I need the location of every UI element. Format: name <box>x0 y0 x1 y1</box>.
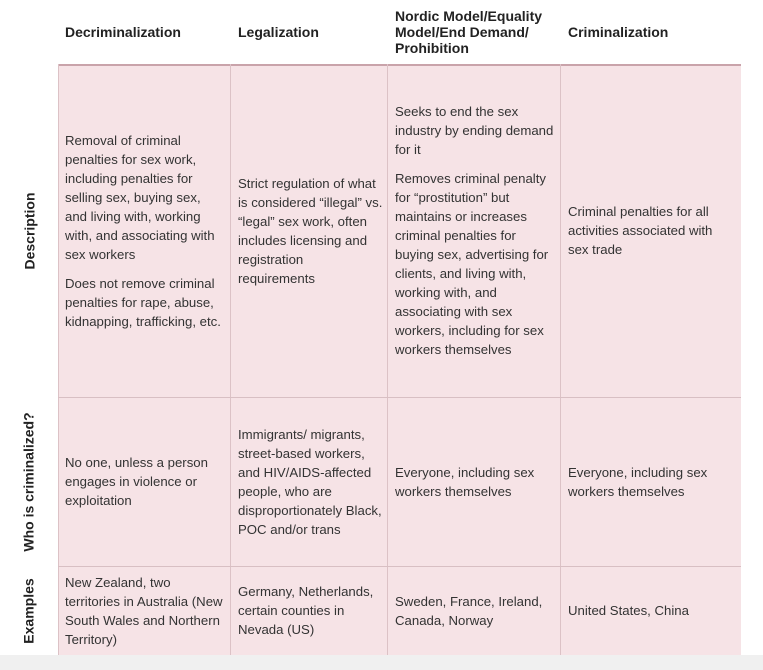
cell-examples-criminalization <box>568 566 736 655</box>
cell-paragraph: Removal of criminal penalties for sex work, including penalties for selling sex, buying sex, and living with, working with, and associating with sex workers <box>65 132 215 262</box>
cell-paragraph: No one, unless a person engages in violence or exploitation <box>65 455 208 508</box>
cell-examples-decriminalization <box>65 566 225 655</box>
cell-examples-legalization <box>238 566 383 655</box>
header-legalization: Legalization <box>238 24 319 40</box>
page-bottom-edge <box>0 655 763 670</box>
cell-description-nordic <box>395 64 555 397</box>
header-nordic-model: Nordic Model/Equality Model/End Demand/ Prohibition <box>395 8 543 56</box>
cell-description-legalization <box>238 64 383 397</box>
cell-paragraph: Criminal penalties for all activities associated with sex trade <box>568 204 713 257</box>
cell-paragraph: Immigrants/ migrants, street-based workers, and HIV/AIDS-affected people, who are disproportionately Black, POC and/or trans <box>238 426 382 537</box>
cell-who-legalization <box>238 397 383 566</box>
cell-paragraph: Seeks to end the sex industry by ending demand for it <box>395 104 554 157</box>
row-label-examples <box>0 566 58 655</box>
cell-who-criminalization <box>568 397 736 566</box>
cell-description-decriminalization <box>65 64 225 397</box>
row-label-text: Description <box>21 191 38 270</box>
cell-who-decriminalization <box>65 397 225 566</box>
row-label-text: Examples <box>21 577 37 644</box>
cell-who-nordic <box>395 397 555 566</box>
row-label-text: Who is criminalized? <box>21 411 37 552</box>
cell-examples-nordic <box>395 566 555 655</box>
cell-paragraph: Germany, Netherlands, certain counties in Nevada (US) <box>238 584 374 637</box>
cell-paragraph: Sweden, France, Ireland, Canada, Norway <box>395 593 543 628</box>
cell-paragraph: Removes criminal penalty for “prostitution” but maintains or increases criminal penalties for buying sex, advertising for clients, and living with, working with, and associating with sex workers, including for sex workers themselves <box>395 171 549 357</box>
header-decriminalization: Decriminalization <box>65 24 181 40</box>
cell-paragraph: Everyone, including sex workers themselves <box>395 464 535 499</box>
header-criminalization: Criminalization <box>568 24 669 40</box>
row-label-who-criminalized <box>0 397 58 566</box>
cell-description-criminalization <box>568 64 736 397</box>
cell-paragraph: Everyone, including sex workers themselves <box>568 464 708 499</box>
cell-paragraph: United States, China <box>568 603 689 618</box>
cell-paragraph: Strict regulation of what is considered “illegal” vs. “legal” sex work, often includes licensing and registration requirements <box>238 175 383 286</box>
cell-paragraph: Does not remove criminal penalties for rape, abuse, kidnapping, trafficking, etc. <box>65 275 221 329</box>
cell-paragraph: New Zealand, two territories in Australia (New South Wales and Northern Territory) <box>65 574 223 647</box>
row-label-description <box>0 64 58 397</box>
